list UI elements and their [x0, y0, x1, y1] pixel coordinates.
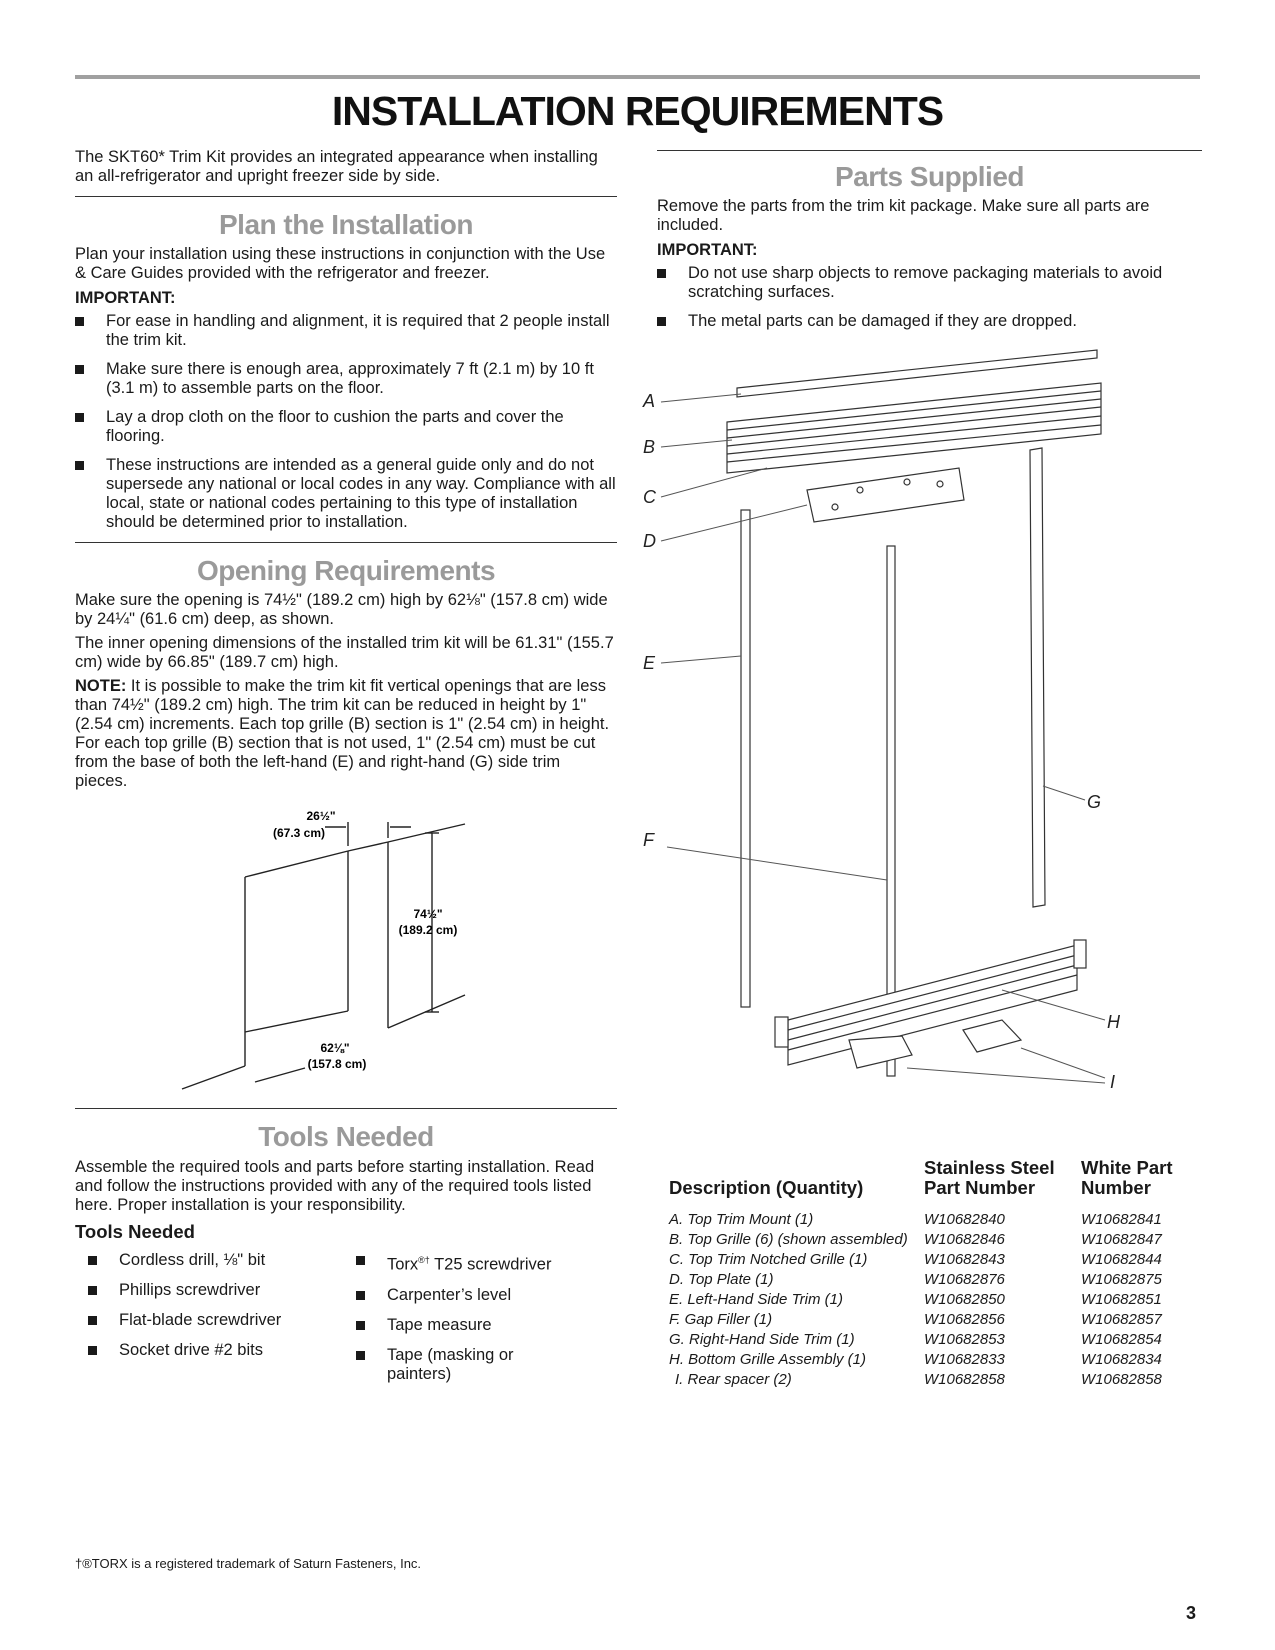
- list-item: Phillips screwdriver: [88, 1281, 356, 1300]
- label-d: D: [643, 531, 656, 551]
- cell-white-part: W10682857: [1081, 1311, 1162, 1328]
- page-title: INSTALLATION REQUIREMENTS: [331, 88, 944, 134]
- list-item: Socket drive #2 bits: [88, 1341, 356, 1360]
- col-stainless-header: Stainless Steel Part Number: [924, 1157, 1055, 1198]
- list-item: Tape (masking or painters): [356, 1346, 566, 1384]
- cell-description: D. Top Plate (1): [669, 1271, 774, 1288]
- parts-text: Remove the parts from the trim kit package. Make sure all parts are included.: [657, 197, 1150, 234]
- divider: [75, 196, 617, 197]
- intro-text: The SKT60* Trim Kit provides an integrated appearance when installing an all-refrigerator and upright freezer side by side.: [75, 148, 598, 185]
- bullet-icon: [75, 461, 84, 470]
- parts-table: [657, 1158, 1201, 1392]
- tools-subheading: Tools Needed: [75, 1221, 195, 1242]
- table-header-row: [657, 1158, 1201, 1212]
- list-item: Carpenter’s level: [356, 1286, 566, 1305]
- table-row: [657, 1292, 1201, 1312]
- table-row: [657, 1252, 1201, 1272]
- width-cm-label: (157.8 cm): [307, 1057, 367, 1071]
- list-item: Lay a drop cloth on the floor to cushion the parts and cover the flooring.: [75, 408, 617, 446]
- label-e: E: [643, 653, 656, 673]
- divider: [75, 542, 617, 543]
- cell-stainless-part: W10682876: [924, 1271, 1005, 1288]
- list-item: Flat-blade screwdriver: [88, 1311, 356, 1330]
- table-row: [657, 1232, 1201, 1252]
- opening-p1: Make sure the opening is 74½" (189.2 cm) high by 62⅛" (157.8 cm) wide by 24¼" (61.6 cm) deep, as shown.: [75, 591, 608, 628]
- opening-heading: Opening Requirements: [196, 555, 496, 586]
- left-column: [75, 148, 617, 791]
- opening-note: NOTE: It is possible to make the trim kit fit vertical openings that are less than 74½" (189.2 cm) high. The trim kit can be reduced in height by 1" (2.54 cm) increments. Each top grille (B) section is 1" (2.54 cm) in height. For each top grille (B) section that is not used, 1" (2.54 cm) must be cut from the base of both the left-hand (E) and right-hand (G) side trim pieces.: [75, 677, 610, 790]
- table-row: [657, 1332, 1201, 1352]
- list-item: Cordless drill, ⅛" bit: [88, 1251, 356, 1270]
- plan-text: Plan your installation using these instructions in conjunction with the Use & Care Guides provided with the refrigerator and freezer.: [75, 245, 606, 282]
- cell-white-part: W10682875: [1081, 1271, 1162, 1288]
- col-description-header: Description (Quantity): [669, 1177, 864, 1198]
- bullet-icon: [356, 1351, 365, 1360]
- cell-description: E. Left-Hand Side Trim (1): [669, 1291, 843, 1308]
- list-item: For ease in handling and alignment, it is required that 2 people install the trim kit.: [75, 312, 617, 350]
- cell-white-part: W10682851: [1081, 1291, 1162, 1308]
- cell-white-part: W10682858: [1081, 1371, 1162, 1388]
- cell-stainless-part: W10682846: [924, 1231, 1005, 1248]
- list-item: These instructions are intended as a general guide only and do not supersede any national or local codes in any way. Compliance with all local, state or national codes pertaining to this type of installation should be determined prior to installation.: [75, 456, 617, 532]
- list-item: Do not use sharp objects to remove packaging materials to avoid scratching surfaces.: [657, 264, 1202, 302]
- plan-important: IMPORTANT:: [75, 289, 176, 307]
- bullet-icon: [75, 317, 84, 326]
- width-label: 62⅛": [320, 1041, 350, 1055]
- table-row: [657, 1312, 1201, 1332]
- bullet-icon: [356, 1321, 365, 1330]
- bullet-icon: [657, 317, 666, 326]
- cell-description: F. Gap Filler (1): [669, 1311, 773, 1328]
- page-number: 3: [1186, 1603, 1197, 1623]
- cell-white-part: W10682841: [1081, 1211, 1162, 1228]
- label-f: F: [643, 830, 654, 850]
- list-item: Torx®† T25 screwdriver: [356, 1251, 566, 1275]
- tools-heading: Tools Needed: [258, 1121, 434, 1152]
- cell-white-part: W10682844: [1081, 1251, 1162, 1268]
- bullet-icon: [88, 1346, 97, 1355]
- parts-important: IMPORTANT:: [657, 241, 758, 259]
- bullet-icon: [356, 1291, 365, 1300]
- table-row: [657, 1272, 1201, 1292]
- divider: [75, 1108, 617, 1109]
- cell-description: H. Bottom Grille Assembly (1): [669, 1351, 866, 1368]
- list-item: The metal parts can be damaged if they are dropped.: [657, 312, 1202, 331]
- depth-cm-label: (67.3 cm): [272, 826, 326, 840]
- table-row: [657, 1212, 1201, 1232]
- label-b: B: [643, 437, 656, 457]
- height-cm-label: (189.2 cm): [398, 923, 458, 937]
- parts-diagram: [643, 350, 1202, 1140]
- cell-stainless-part: W10682856: [924, 1311, 1005, 1328]
- depth-label: 26½": [306, 809, 336, 823]
- label-h: H: [1107, 1012, 1120, 1032]
- cell-description: G. Right-Hand Side Trim (1): [669, 1331, 855, 1348]
- cell-description: B. Top Grille (6) (shown assembled): [669, 1231, 908, 1248]
- cell-stainless-part: W10682833: [924, 1351, 1005, 1368]
- cell-description: I. Rear spacer (2): [675, 1371, 792, 1388]
- tools-section: [75, 1108, 617, 1395]
- bullet-icon: [75, 365, 84, 374]
- label-i: I: [1110, 1072, 1116, 1092]
- parts-heading: Parts Supplied: [834, 161, 1025, 192]
- bullet-icon: [88, 1256, 97, 1265]
- cell-stainless-part: W10682850: [924, 1291, 1005, 1308]
- bullet-icon: [657, 269, 666, 278]
- label-c: C: [643, 487, 656, 507]
- cell-stainless-part: W10682858: [924, 1371, 1005, 1388]
- plan-heading: Plan the Installation: [219, 209, 473, 240]
- plan-list: [75, 312, 617, 532]
- tools-list: [75, 1251, 617, 1395]
- tools-text: Assemble the required tools and parts before starting installation. Read and follow the instructions provided with any of the required tools listed here. Proper installation is your responsibility.: [75, 1158, 595, 1214]
- parts-list: [657, 264, 1202, 331]
- right-column: [657, 150, 1202, 341]
- bullet-icon: [88, 1286, 97, 1295]
- bullet-icon: [356, 1256, 365, 1265]
- divider: [657, 150, 1202, 151]
- label-g: G: [1087, 792, 1102, 812]
- height-label: 74½": [413, 907, 443, 921]
- opening-diagram: [175, 810, 475, 1100]
- cell-stainless-part: W10682840: [924, 1211, 1005, 1228]
- cell-description: A. Top Trim Mount (1): [669, 1211, 814, 1228]
- cell-white-part: W10682854: [1081, 1331, 1162, 1348]
- opening-p2: The inner opening dimensions of the installed trim kit will be 61.31" (155.7 cm) wide by 66.85" (189.7 cm) high.: [75, 634, 614, 671]
- cell-white-part: W10682834: [1081, 1351, 1162, 1368]
- table-row: [657, 1372, 1201, 1392]
- list-item: Make sure there is enough area, approximately 7 ft (2.1 m) by 10 ft (3.1 m) to assemble parts on the floor.: [75, 360, 617, 398]
- label-a: A: [643, 391, 656, 411]
- table-row: [657, 1352, 1201, 1372]
- footnote: †®TORX is a registered trademark of Saturn Fasteners, Inc.: [75, 1556, 422, 1571]
- cell-stainless-part: W10682853: [924, 1331, 1005, 1348]
- col-white-header: White Part Number: [1081, 1157, 1173, 1198]
- cell-white-part: W10682847: [1081, 1231, 1162, 1248]
- bullet-icon: [88, 1316, 97, 1325]
- cell-stainless-part: W10682843: [924, 1251, 1005, 1268]
- bullet-icon: [75, 413, 84, 422]
- cell-description: C. Top Trim Notched Grille (1): [669, 1251, 868, 1268]
- list-item: Tape measure: [356, 1316, 566, 1335]
- top-rule: [75, 75, 1200, 79]
